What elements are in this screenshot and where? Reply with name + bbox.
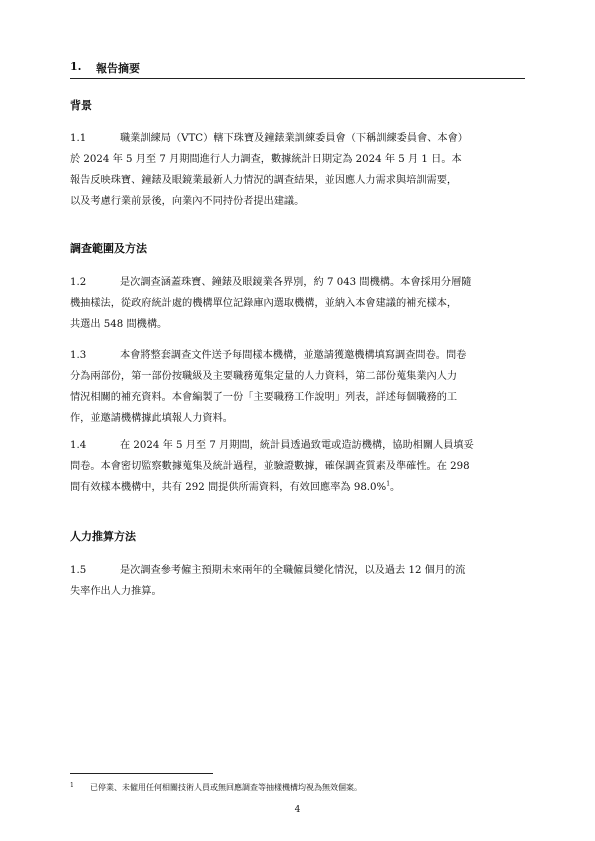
paragraph-number: 1.5 [70, 565, 87, 576]
paragraph-line: 分為兩部份，第一部份按職級及主要職務蒐集定量的人力資料，第二部份蒐集業內人力 [70, 371, 458, 382]
paragraph-text: 間有效樣本機構中，共有 292 間提供所需資料，有效回應率為 98.0% [70, 482, 387, 493]
section-number: 1. [70, 60, 82, 73]
paragraph-text: 本會將整套調查文件送予每間樣本機構，並邀請獲邀機構填寫調查問卷。問卷 [120, 350, 467, 361]
paragraph-text: 職業訓練局（VTC）轄下珠寶及鐘錶業訓練委員會（下稱訓練委員會、本會） [120, 133, 468, 144]
paragraph-1-4 [70, 435, 526, 498]
paragraph-line [70, 345, 526, 366]
paragraph-number: 1.1 [70, 133, 87, 144]
footnote-mark: 1 [70, 782, 74, 789]
footnote-text: 已停業、未僱用任何相關技術人員或無回應調查等抽樣機構均視為無效個案。 [90, 783, 362, 792]
paragraph-trailing: 。 [390, 482, 401, 493]
paragraph-text: 在 2024 年 5 月至 7 月期間，統計員透過致電或造訪機構，協助相關人員填妥 [120, 440, 474, 451]
footnote [70, 782, 362, 793]
paragraph-line: 作，並邀請機構據此填報人力資料。 [70, 413, 233, 424]
footnote-reference[interactable]: 1 [386, 480, 391, 488]
paragraph-line: 共選出 548 間機構。 [70, 319, 168, 330]
paragraph-1-1 [70, 128, 526, 212]
paragraph-1-2 [70, 272, 526, 335]
section-header [70, 58, 525, 79]
paragraph-line [70, 272, 526, 293]
paragraph-number: 1.4 [70, 440, 87, 451]
section-title: 報告摘要 [96, 62, 140, 75]
paragraph-line: 以及考慮行業前景後，向業內不同持份者提出建議。 [70, 196, 305, 207]
paragraph-line: 機抽樣法，從政府統計處的機構單位記錄庫內選取機構，並納入本會建議的補充樣本， [70, 298, 458, 309]
paragraph-line [70, 128, 526, 149]
paragraph-line [70, 435, 526, 456]
heading-projection: 人力推算方法 [70, 530, 136, 543]
paragraph-line [70, 560, 526, 581]
paragraph-number: 1.3 [70, 350, 87, 361]
paragraph-line: 問卷。本會密切監察數據蒐集及統計過程，並驗證數據，確保調查質素及準確性。在 298 [70, 461, 470, 472]
heading-background: 背景 [70, 99, 92, 112]
footnote-divider [70, 773, 213, 774]
paragraph-number: 1.2 [70, 277, 87, 288]
paragraph-line: 失率作出人力推算。 [70, 586, 162, 597]
paragraph-line: 報告反映珠寶、鐘錶及眼鏡業最新人力情況的調查結果，並因應人力需求與培訓需要， [70, 175, 458, 186]
paragraph-text: 是次調查參考僱主預期未來兩年的全職僱員變化情況，以及過去 12 個月的流 [120, 565, 466, 576]
paragraph-line: 情況相關的補充資料。本會編製了一份「主要職務工作說明」列表，詳述每個職務的工 [70, 392, 458, 403]
paragraph-line [70, 477, 526, 498]
paragraph-1-5 [70, 560, 526, 602]
paragraph-1-3 [70, 345, 526, 429]
paragraph-line: 於 2024 年 5 月至 7 月期間進行人力調查，數據統計日期定為 2024 年 5 月 1 日。本 [70, 154, 462, 165]
paragraph-text: 是次調查涵蓋珠寶、鐘錶及眼鏡業各界別，約 7 043 間機構。本會採用分層隨 [120, 277, 472, 288]
heading-scope: 調查範圍及方法 [70, 242, 147, 255]
page-number: 4 [294, 805, 301, 815]
